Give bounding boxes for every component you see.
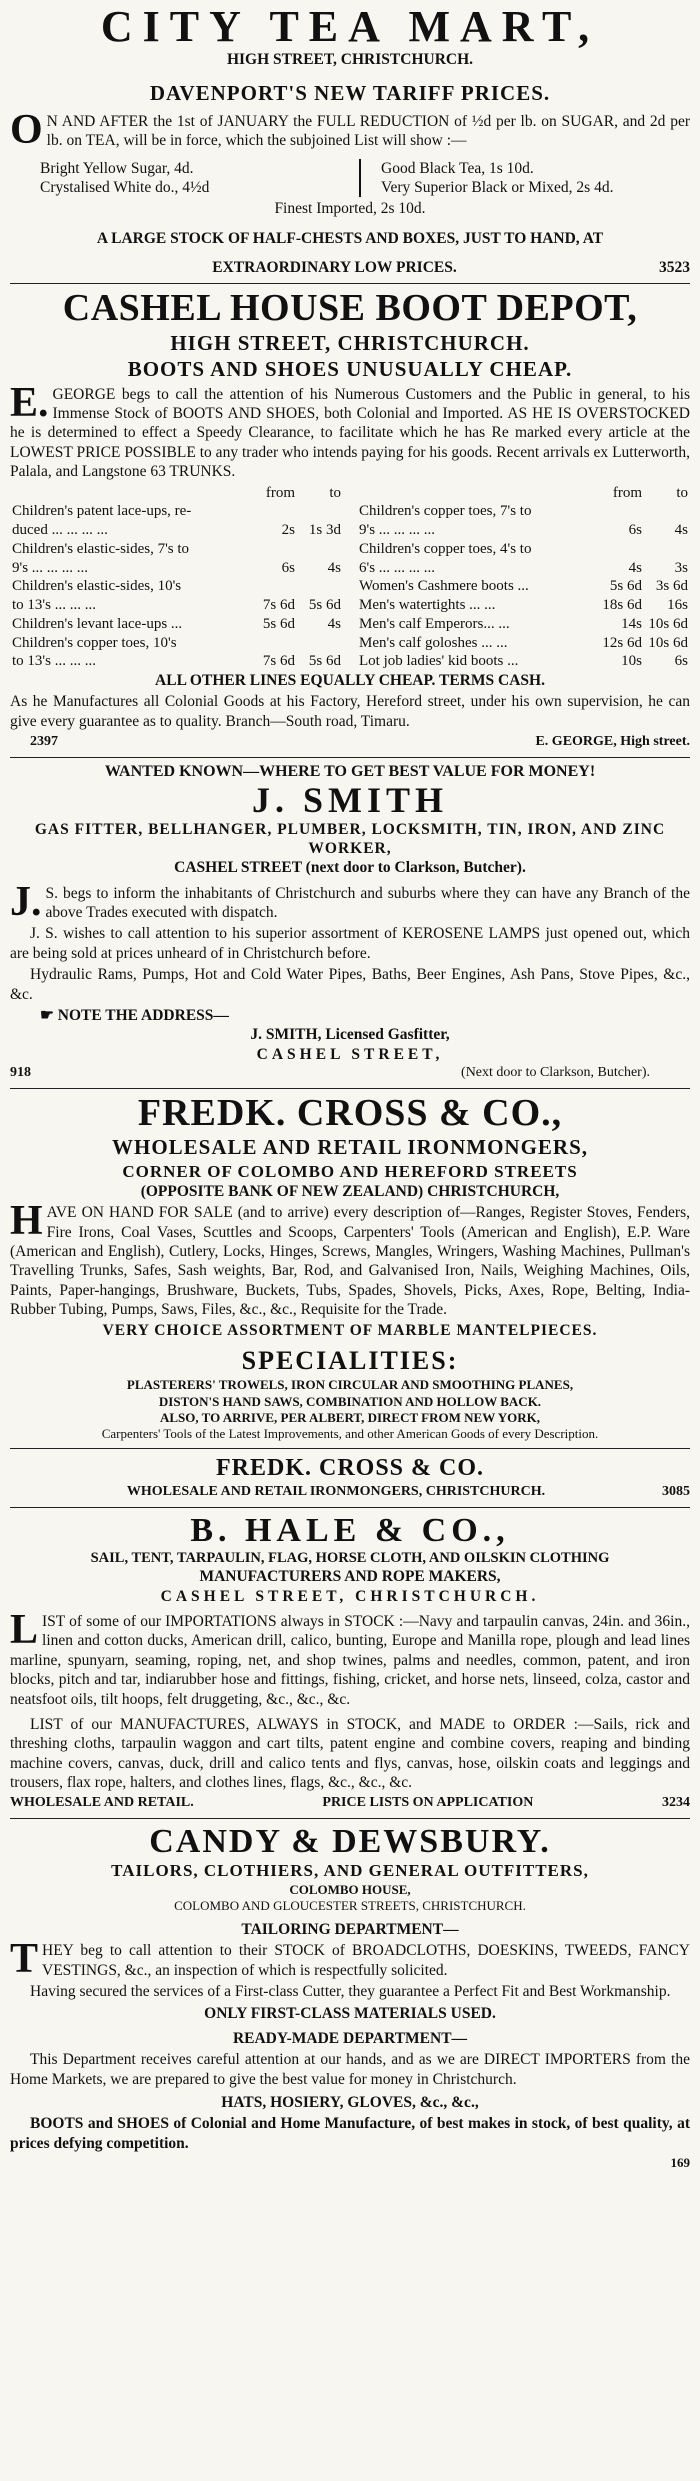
ad-address: HIGH STREET, CHRISTCHURCH. bbox=[170, 331, 530, 356]
price-item: Crystalised White do., 4½d bbox=[40, 178, 210, 196]
readymade-heading: READY-MADE DEPARTMENT— bbox=[232, 2029, 468, 2047]
ad-subhead-2: COLOMBO HOUSE, bbox=[289, 1881, 411, 1897]
ad-address: CASHEL STREET (next door to Clarkson, Butcher). bbox=[174, 859, 526, 877]
boot-price-right bbox=[357, 484, 690, 672]
ad-subhead: SAIL, TENT, TARPAULIN, FLAG, HORSE CLOTH, AND OILSKIN CLOTHING bbox=[90, 1550, 610, 1567]
ad-title: CANDY & DEWSBURY. bbox=[149, 1822, 551, 1860]
boots-paragraph: BOOTS and SHOES of Colonial and Home Manufacture, of best makes in stock, of best quality, at prices defying competition. bbox=[10, 2115, 690, 2152]
price-item: Very Superior Black or Mixed, 2s 4d. bbox=[381, 178, 614, 196]
fredk-cross-ad bbox=[10, 1089, 690, 1508]
readymade-paragraph: This Department receives careful attention at our hands, and as we are DIRECT IMPORTERS from the Home Markets, we are prepared to give the best value for money in Christchurch. bbox=[10, 2051, 690, 2088]
table-row: 6's ... ... ... ... 4s 3s bbox=[359, 559, 688, 576]
manufactures-paragraph: LIST of our MANUFACTURES, ALWAYS in STOCK, and MADE to ORDER :—Sails, rick and threshing cloths, tarpaulin waggon and cart tilts, patent engine and combine covers, reaping and binding machine covers, canvas, duck, drill and calico tents and flys, canvas, hose, oilskin coats and leggings and trousers, flax rope, halters, and clothes lines, flags, &c., &c., &c. bbox=[10, 1715, 690, 1792]
table-row: Children's elastic-sides, 7's to bbox=[12, 540, 190, 557]
table-row: Lot job ladies' kid boots ... 10s 6s bbox=[359, 653, 688, 670]
ad-subhead: DAVENPORT'S NEW TARIFF PRICES. bbox=[149, 80, 551, 105]
table-row: Men's calf Emperors... ... 14s 10s 6d bbox=[359, 615, 688, 632]
ad-address-2: (OPPOSITE BANK OF NEW ZEALAND) CHRISTCHURCH, bbox=[140, 1182, 560, 1200]
ad-subhead-2: MANUFACTURERS AND ROPE MAKERS, bbox=[199, 1568, 501, 1586]
footer-mid: PRICE LISTS ON APPLICATION bbox=[322, 1795, 534, 1811]
speciality-line: Carpenters' Tools of the Latest Improvements, and other American Goods of every Description. bbox=[101, 1426, 599, 1442]
ad-address: CORNER OF COLOMBO AND HEREFORD STREETS bbox=[122, 1161, 578, 1181]
finest-line: Finest Imported, 2s 10d. bbox=[274, 200, 426, 218]
ad-footer bbox=[10, 1794, 690, 1812]
table-row: Children's copper toes, 7's to bbox=[359, 503, 532, 520]
closing-paragraph: As he Manufactures all Colonial Goods at his Factory, Hereford street, under his own supervision, he can give every guarantee as to quality. Branch—South road, Timaru. bbox=[10, 693, 690, 730]
marble-line: VERY CHOICE ASSORTMENT OF MARBLE MANTELPIECES. bbox=[102, 1322, 598, 1340]
from-header: from bbox=[265, 484, 295, 501]
b-hale-ad bbox=[10, 1508, 690, 1819]
cutter-paragraph: Having secured the services of a First-class Cutter, they guarantee a Perfect Fit and Best Workmanship. bbox=[30, 1983, 671, 2001]
candy-dewsbury-ad bbox=[10, 1819, 690, 2172]
trades-line: GAS FITTER, BELLHANGER, PLUMBER, LOCKSMITH, TIN, IRON, AND ZINC WORKER, bbox=[34, 820, 666, 857]
wanted-headline: WANTED KNOWN—WHERE TO GET BEST VALUE FOR MONEY! bbox=[104, 762, 596, 780]
to-header: to bbox=[329, 484, 341, 501]
speciality-line: PLASTERERS' TROWELS, IRON CIRCULAR AND SMOOTHING PLANES, bbox=[126, 1377, 574, 1393]
table-row: Men's watertights ... ... 18s 6d 16s bbox=[359, 597, 688, 614]
ad-title: FREDK. CROSS & CO., bbox=[137, 1091, 563, 1134]
stock-line-2: EXTRAORDINARY LOW PRICES. bbox=[212, 259, 457, 277]
ad-subhead: BOOTS AND SHOES UNUSUALLY CHEAP. bbox=[127, 357, 573, 382]
table-row: Women's Cashmere boots ... 5s 6d 3s 6d bbox=[359, 578, 688, 595]
table-row: Children's copper toes, 4's to bbox=[359, 540, 532, 557]
ad-title: J. SMITH bbox=[251, 779, 449, 820]
table-row: Children's elastic-sides, 10's bbox=[12, 578, 182, 595]
ad-intro: E.GEORGE begs to call the attention of his Numerous Customers and the Public in general, to his Immense Stock of BOOTS AND SHOES, both Colonial and Imported. AS HE IS OVERSTOCKED he is determined to effect a Speedy Clearance, to facilitate which he has Re marked every article at the LOWEST PRICE POSSIBLE to any trader who intends paying for his goods. Recent arrivals ex Lutterworth, Palala, and Langstone 63 TRUNKS. bbox=[10, 379, 690, 481]
table-row: Men's calf goloshes ... ... 12s 6d 10s 6d bbox=[359, 634, 688, 651]
ad-address: CASHEL STREET, CHRISTCHURCH. bbox=[160, 1587, 540, 1605]
city-tea-mart-ad bbox=[10, 0, 690, 284]
speciality-line: DISTON'S HAND SAWS, COMBINATION AND HOLLOW BACK. bbox=[158, 1393, 542, 1409]
hats-line: HATS, HOSIERY, GLOVES, &c., &c., bbox=[221, 2094, 479, 2112]
ad-intro: J.S. begs to inform the inhabitants of Christchurch and suburbs where they can have any Branch of the above Trades executed with dispatch. bbox=[10, 878, 690, 925]
price-item: Bright Yellow Sugar, 4d. bbox=[40, 159, 194, 177]
table-row: Children's levant lace-ups ... 5s 6d 4s bbox=[12, 615, 341, 632]
ad-address: HIGH STREET, CHRISTCHURCH. bbox=[226, 51, 474, 69]
ad-footer bbox=[10, 1064, 690, 1082]
ad-ref-number: 3523 bbox=[659, 259, 690, 277]
signature: E. GEORGE, High street. bbox=[535, 734, 690, 750]
ad-footer bbox=[10, 733, 690, 751]
ad-subhead: WHOLESALE AND RETAIL IRONMONGERS, bbox=[111, 1135, 589, 1160]
note-address: ☛ NOTE THE ADDRESS— bbox=[40, 1006, 229, 1024]
ad-ref-number: 918 bbox=[10, 1065, 31, 1081]
stock-line: A LARGE STOCK OF HALF-CHESTS AND BOXES, JUST TO HAND, AT bbox=[96, 229, 604, 247]
kerosene-paragraph: J. S. wishes to call attention to his superior assortment of KEROSENE LAMPS just opened out, which are being sold at prices unheard of in Christchurch before. bbox=[10, 925, 690, 962]
signature: J. SMITH, Licensed Gasfitter, bbox=[250, 1026, 450, 1044]
to-header: to bbox=[676, 484, 688, 501]
footer-line: WHOLESALE AND RETAIL IRONMONGERS, CHRISTCHURCH. bbox=[126, 1484, 546, 1500]
table-row: 9's ... ... ... ... 6s 4s bbox=[12, 559, 341, 576]
speciality-line: ALSO, TO ARRIVE, PER ALBERT, DIRECT FROM NEW YORK, bbox=[160, 1409, 540, 1425]
j-smith-ad bbox=[10, 758, 690, 1089]
price-list-left bbox=[10, 159, 349, 198]
tailoring-heading: TAILORING DEPARTMENT— bbox=[241, 1921, 459, 1939]
boot-price-left bbox=[10, 484, 343, 672]
table-row: to 13's ... ... ... 7s 6d 5s 6d bbox=[12, 597, 341, 614]
ad-title: B. HALE & CO., bbox=[190, 1511, 510, 1549]
ad-intro: HAVE ON HAND FOR SALE (and to arrive) every description of—Ranges, Register Stoves, Fenders, Fire Irons, Coal Vases, Scuttles and Scoops, Carpenters' Tools (American and English), E.P. Ware (American and English), Cutlery, Locks, Hinges, Screws, Mangles, Wringers, Washing Machines, Pullman's Travelling Trunks, Safes, Sash weights, Bar, Rod, and Galvanised Iron, Nails, Weighing Machines, Oils, Paints, Paper-hangings, Brushware, Buckets, Tubs, Spades, Shovels, Picks, Axes, Rope, Belting, India-Rubber Tubing, Pumps, Saws, Files, &c., &c., Requisite for the Trade. bbox=[10, 1198, 690, 1319]
price-table-right bbox=[357, 484, 690, 672]
table-row: Children's patent lace-ups, re- bbox=[12, 503, 192, 520]
ad-ref-number: 3234 bbox=[662, 1795, 690, 1811]
ad-ref-number: 169 bbox=[670, 2155, 690, 2171]
table-row: duced ... ... ... ... 2s 1s 3d bbox=[12, 522, 341, 539]
from-header: from bbox=[612, 484, 642, 501]
boot-price-table bbox=[10, 484, 690, 672]
street-line: CASHEL STREET, bbox=[256, 1045, 444, 1063]
table-row: 9's ... ... ... ... 6s 4s bbox=[359, 522, 688, 539]
materials-line: ONLY FIRST-CLASS MATERIALS USED. bbox=[204, 2004, 496, 2022]
price-item: Good Black Tea, 1s 10d. bbox=[381, 159, 534, 177]
ad-title: CITY TEA MART, bbox=[100, 2, 600, 51]
stock-footer bbox=[10, 258, 690, 277]
ad-title: CASHEL HOUSE BOOT DEPOT, bbox=[62, 287, 638, 330]
price-list bbox=[10, 159, 690, 198]
ad-footer bbox=[10, 1483, 690, 1501]
price-table-left bbox=[10, 484, 343, 672]
equally-cheap-line: ALL OTHER LINES EQUALLY CHEAP. TERMS CASH. bbox=[155, 672, 545, 690]
goods-list: Hydraulic Rams, Pumps, Hot and Cold Water Pipes, Baths, Beer Engines, Ash Pans, Stove Pipes, &c., &c. bbox=[10, 966, 690, 1003]
importations-paragraph: LIST of some of our IMPORTATIONS always in STOCK :—Navy and tarpaulin canvas, 24in. and 36in., linen and cotton ducks, American drill, calico, bunting, Europe and Manilla rope, plough and lead lines marline, spunyarn, seaming, roping, net, and shop twines, palms and needles, common, patent, and iron blocks, pitch and tar, indiarubber hose and fittings, fishing, cricket, and horse nets, linseed, colza, castor and neatsfoot oils, tilt hoops, felt druggeting, &c., &c., &c. bbox=[10, 1607, 690, 1708]
specialities-heading: SPECIALITIES: bbox=[241, 1345, 459, 1375]
tailoring-paragraph: THEY beg to call attention to their STOCK of BROADCLOTHS, DOESKINS, TWEEDS, FANCY VESTINGS, &c., an inspection of which is respectfully solicited. bbox=[10, 1936, 690, 1983]
ad-address: COLOMBO AND GLOUCESTER STREETS, CHRISTCHURCH. bbox=[174, 1897, 526, 1913]
ad-title-2: FREDK. CROSS & CO. bbox=[215, 1455, 485, 1482]
ad-ref-number: 2397 bbox=[30, 734, 58, 750]
table-row: Children's copper toes, 10's bbox=[12, 634, 177, 651]
ad-intro: ON AND AFTER the 1st of JANUARY the FULL REDUCTION of ½d per lb. on SUGAR, and 2d per lb. on TEA, will be in force, which the subjoined List will show :— bbox=[10, 106, 690, 153]
price-list-right bbox=[359, 159, 690, 198]
table-row: to 13's ... ... ... 7s 6d 5s 6d bbox=[12, 653, 341, 670]
ad-subhead: TAILORS, CLOTHIERS, AND GENERAL OUTFITTERS, bbox=[111, 1861, 589, 1881]
ad-ref-number: 3085 bbox=[662, 1484, 690, 1500]
boot-depot-ad bbox=[10, 284, 690, 757]
next-door-line: (Next door to Clarkson, Butcher). bbox=[461, 1065, 650, 1081]
footer-left: WHOLESALE AND RETAIL. bbox=[10, 1795, 194, 1811]
